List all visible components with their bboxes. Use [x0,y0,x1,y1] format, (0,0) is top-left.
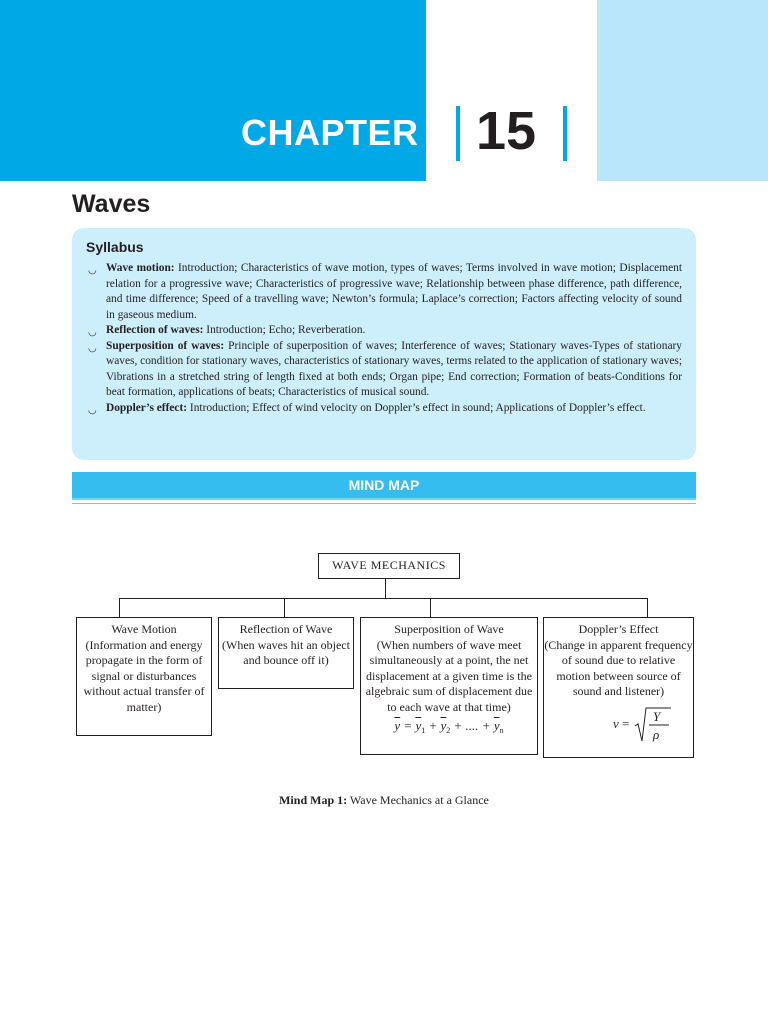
caption-label: Mind Map 1: [279,793,348,807]
syllabus-item [86,401,682,417]
mind-map-caption [0,793,768,808]
syllabus-item-head: Doppler’s effect: [106,401,188,414]
node-body: (Information and energy propagate in the form of signal or disturbances without actual transfer of matter) [83,637,205,714]
bullet-icon: ◡ [88,342,97,354]
connector-horizontal [119,598,648,599]
node-title: Doppler’s Effect [578,622,659,636]
syllabus-item-text: Introduction; Effect of wind velocity on Doppler’s effect in sound; Applications of Doppler’s effect. [187,401,646,414]
syllabus-item-text: Introduction; Echo; Reverberation. [203,324,366,336]
syllabus-item-text: Principle of superposition of waves; Interference of waves; Stationary waves-Types of stationary waves, condition for stationary waves, characteristics of stationary waves, terms related to the application of stationary waves; Vibrations in a stretched string of length fixed at both ends; Organ pipe; End correction; Formation of beats-Conditions for beat formation, applications of beats; Characteristics of musical sound. [106,339,682,398]
node-reflection [218,617,354,689]
caption-text: Wave Mechanics at a Glance [347,793,489,807]
bullet-icon: ◡ [88,404,97,416]
connector-branch-3 [430,598,431,617]
superposition-formula: $\overline{y} = \overline{y}_1 + \overline{y}_2$ + .... + $\overline{y}_n$ [394,717,504,735]
mind-map-root: WAVE MECHANICS [318,553,460,579]
syllabus-item-head: Reflection of waves: [106,324,204,336]
syllabus-item [86,323,682,339]
node-wave-motion [76,617,212,736]
mind-map-banner: MIND MAP [72,472,696,500]
chapter-label: CHAPTER [241,112,419,153]
syllabus-box [72,228,696,460]
node-body: (When waves hit an object and bounce off it) [222,637,350,668]
bullet-icon: ◡ [88,327,97,338]
divider-line [72,503,696,504]
page-title: Waves [72,190,151,218]
syllabus-heading: Syllabus [86,239,144,255]
chapter-number: 15 [476,101,537,161]
connector-branch-2 [284,598,285,617]
syllabus-item [86,339,682,401]
node-title: Wave Motion [111,622,177,636]
node-superposition [360,617,538,755]
node-body: (Change in apparent frequency of sound due to relative motion between source of sound and listener) [544,637,693,699]
doppler-formula [613,704,675,749]
syllabus-item-text: Introduction; Characteristics of wave motion, types of waves; Terms involved in wave motion; Displacement relation for a progressive wave; Characteristics of progressive wave; Relationship between phase difference, path difference, and time difference; Speed of a travelling wave; Newton’s formula; Laplace’s correction; Factors affecting velocity of sound in gaseous medium. [106,262,682,321]
syllabus-item-head: Wave motion: [106,262,175,274]
svg-text:Y: Y [653,709,661,725]
node-title: Superposition of Wave [394,622,504,636]
sqrt-formula-graphic [613,704,675,744]
header-light-band [597,0,768,181]
syllabus-list [86,261,682,416]
syllabus-item-head: Superposition of waves: [106,339,225,352]
connector-branch-4 [647,598,648,617]
svg-text:=: = [622,716,630,732]
syllabus-item [86,261,682,323]
svg-text:v: v [613,716,619,732]
connector-branch-1 [119,598,120,617]
node-body: (When numbers of wave meet simultaneously at a point, the net displacement at a given time is the algebraic sum of displacement due to each wave at that time) [365,637,533,714]
svg-text:ρ: ρ [653,727,660,743]
chapter-bar-right [563,106,567,161]
connector-root-down [385,579,386,598]
bullet-icon: ◡ [88,265,97,276]
chapter-bar-left [456,106,460,161]
node-title: Reflection of Wave [239,622,333,636]
node-doppler [543,617,694,758]
